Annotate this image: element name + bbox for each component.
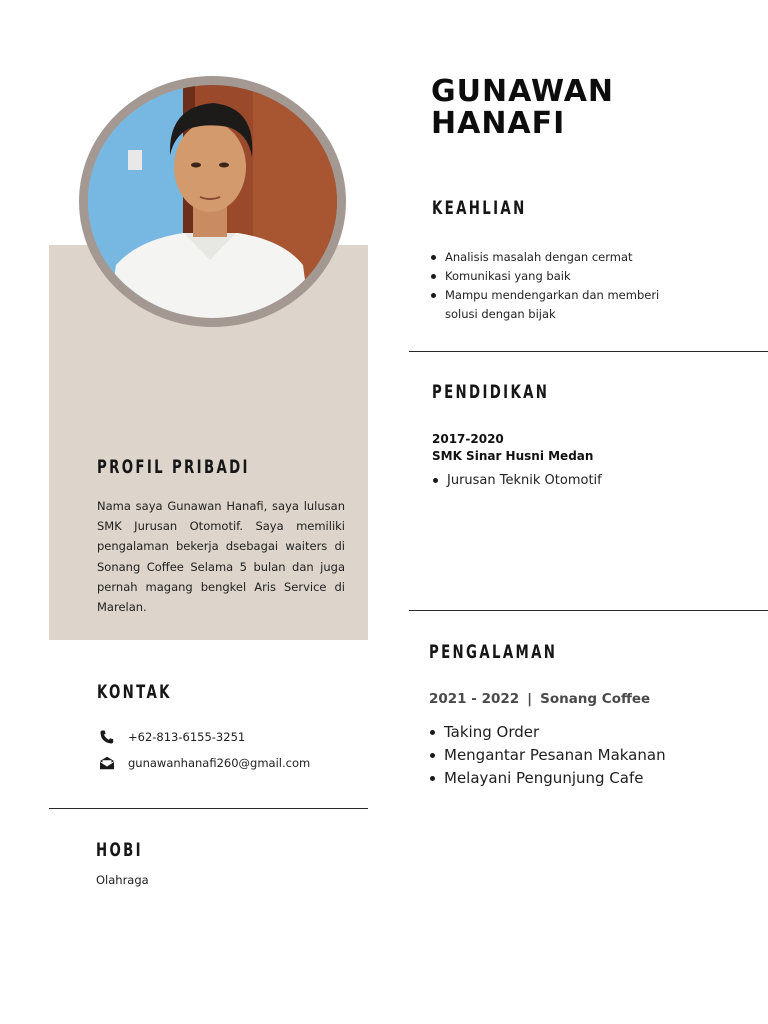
- contact-phone[interactable]: +62-813-6155-3251: [128, 730, 246, 744]
- education-list: [432, 472, 602, 490]
- person-name: [431, 76, 614, 140]
- section-divider: [409, 610, 768, 611]
- list-item: Taking Order: [429, 721, 666, 744]
- profile-text: Nama saya Gunawan Hanafi, saya lulusan SMK Jurusan Otomotif. Saya memiliki pengalaman bekerja dsebagai waiters di Sonang Coffee Selama 5 bulan dan juga pernah magang bengkel Aris Service di Marelan.: [97, 499, 345, 615]
- skills-heading: KEAHLIAN: [432, 197, 527, 219]
- contact-heading: KONTAK: [97, 681, 172, 703]
- section-divider: [49, 808, 368, 809]
- contact-phone-row: [98, 729, 245, 745]
- hobby-heading: HOBI: [96, 839, 143, 861]
- education-heading: PENDIDIKAN: [432, 381, 550, 403]
- list-item: Mampu mendengarkan dan memberi solusi dengan bijak: [430, 286, 680, 324]
- experience-company: Sonang Coffee: [540, 691, 651, 707]
- list-item: Melayani Pengunjung Cafe: [429, 767, 666, 790]
- phone-icon: [98, 729, 116, 745]
- education-years: 2017-2020: [432, 432, 504, 446]
- name-line-1: GUNAWAN: [431, 74, 615, 109]
- name-line-2: HANAFI: [431, 106, 566, 141]
- education-school: SMK Sinar Husni Medan: [432, 449, 594, 463]
- envelope-icon: [98, 755, 116, 771]
- list-item: Mengantar Pesanan Makanan: [429, 744, 666, 767]
- experience-title: [429, 691, 650, 707]
- profile-heading: PROFIL PRIBADI: [97, 456, 250, 478]
- experience-list: [429, 721, 666, 790]
- skills-list: [430, 248, 680, 324]
- contact-email[interactable]: gunawanhanafi260@gmail.com: [128, 756, 311, 770]
- experience-separator: |: [527, 691, 533, 707]
- list-item: Jurusan Teknik Otomotif: [432, 472, 602, 490]
- experience-period: 2021 - 2022: [429, 691, 520, 707]
- hobby-text: Olahraga: [96, 873, 149, 887]
- portrait-illustration: [88, 85, 337, 318]
- experience-heading: PENGALAMAN: [429, 641, 558, 663]
- contact-email-row: [98, 755, 310, 771]
- list-item: Analisis masalah dengan cermat: [430, 248, 680, 267]
- list-item: Komunikasi yang baik: [430, 267, 680, 286]
- profile-photo: [88, 85, 337, 318]
- section-divider: [409, 351, 768, 352]
